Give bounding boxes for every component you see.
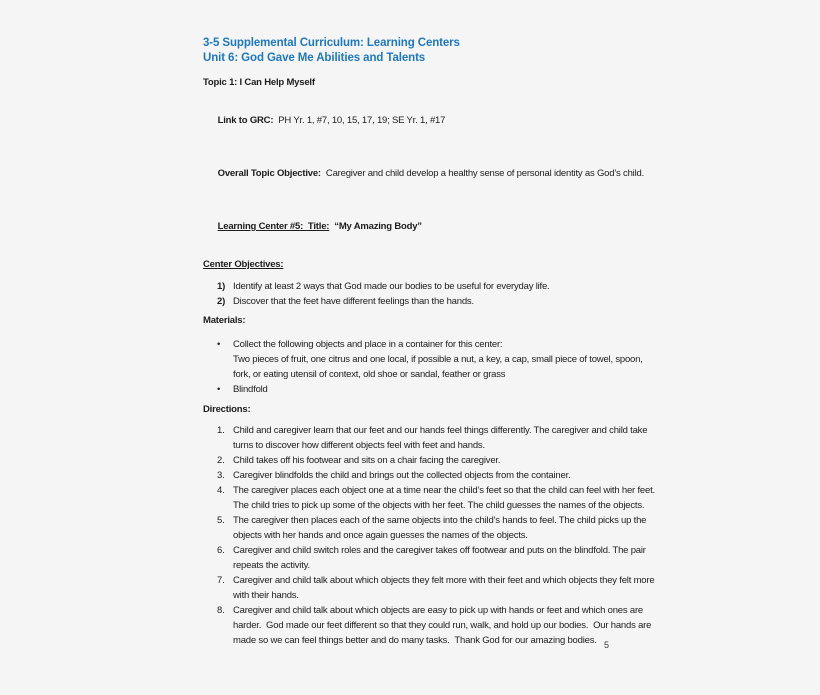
center-objectives-heading: Center Objectives: (203, 259, 284, 270)
learning-center-line (203, 204, 658, 249)
materials-list (203, 337, 658, 397)
direction-number: 3. (217, 470, 225, 481)
grc-link-value: PH Yr. 1, #7, 10, 15, 17, 19; SE Yr. 1, #17 (278, 115, 446, 126)
objective-marker: 2) (217, 296, 226, 307)
overall-objective-value: Caregiver and child develop a healthy sense of personal identity as God’s child. (325, 168, 645, 179)
topic-heading: Topic 1: I Can Help Myself (203, 77, 315, 88)
direction-text: Caregiver and child talk about which objects are easy to pick up with hands or feet and which ones are harder. God made our feet different so that they could run, walk, and hold up our bodies. Our hands are made so we can feel things better and do many tasks. Thank God for our amazing bodies. (233, 605, 654, 646)
material-text-line1: Collect the following objects and place in a container for this center: (233, 339, 503, 350)
direction-number: 1. (217, 425, 225, 436)
direction-number: 7. (217, 575, 225, 586)
center-objectives-list (203, 279, 658, 309)
objective-marker: 1) (217, 281, 226, 292)
objective-text: Identify at least 2 ways that God made our bodies to be useful for everyday life. (233, 281, 550, 292)
direction-text: Child takes off his footwear and sits on a chair facing the caregiver. (233, 455, 501, 466)
direction-text: Caregiver blindfolds the child and brings out the collected objects from the container. (233, 470, 571, 481)
curriculum-title: 3-5 Supplemental Curriculum: Learning Centers (203, 37, 460, 49)
direction-number: 4. (217, 485, 225, 496)
materials-heading: Materials: (203, 315, 246, 326)
direction-step (203, 543, 658, 573)
direction-number: 6. (217, 545, 225, 556)
grc-link-line (203, 98, 658, 143)
material-item (203, 337, 658, 382)
direction-step (203, 483, 658, 513)
document-content (203, 36, 658, 648)
direction-text: Child and caregiver learn that our feet and our hands feel things differently. The caregiver and child take turns to discover how different objects feel with feet and hands. (233, 425, 650, 451)
bullet-icon: • (217, 384, 221, 395)
direction-text: The caregiver then places each of the same objects into the child’s hands to feel. The child picks up the objects with her hands and once again guesses the names of the objects. (233, 515, 649, 541)
grc-link-label: Link to GRC: (217, 115, 274, 126)
learning-center-title: “My Amazing Body” (334, 221, 422, 232)
unit-title: Unit 6: God Gave Me Abilities and Talents (203, 51, 426, 64)
overall-objective-line (203, 151, 658, 196)
direction-step (203, 603, 658, 648)
direction-step (203, 573, 658, 603)
direction-step (203, 468, 658, 483)
directions-list (203, 423, 658, 648)
direction-text: The caregiver places each object one at a time near the child’s feet so that the child can feel with her feet. The child tries to pick up some of the objects with her feet. The child guesses the names of the objects. (233, 485, 658, 511)
material-item (203, 382, 658, 397)
bullet-icon: • (217, 339, 221, 350)
direction-step (203, 453, 658, 468)
directions-heading: Directions: (203, 404, 251, 415)
material-text (233, 337, 658, 382)
direction-number: 2. (217, 455, 225, 466)
page-number: 5 (604, 640, 610, 650)
objective-item (203, 279, 658, 294)
objective-item (203, 294, 658, 309)
material-text-line2: Two pieces of fruit, one citrus and one local, if possible a nut, a key, a cap, small piece of towel, spoon, fork, or eating utensil of context, old shoe or sandal, feather or grass (233, 354, 646, 380)
material-text: Blindfold (233, 384, 268, 395)
direction-step (203, 513, 658, 543)
document-header (203, 36, 658, 65)
overall-objective-label: Overall Topic Objective: (217, 168, 321, 179)
direction-text: Caregiver and child talk about which objects they felt more with their feet and which objects they felt more with their hands. (233, 575, 657, 601)
objective-text: Discover that the feet have different feelings than the hands. (233, 296, 474, 307)
direction-number: 8. (217, 605, 225, 616)
direction-number: 5. (217, 515, 225, 526)
direction-text: Caregiver and child switch roles and the caregiver takes off footwear and puts on the blindfold. The pair repeats the activity. (233, 545, 649, 571)
direction-step (203, 423, 658, 453)
learning-center-label: Learning Center #5: Title: (217, 221, 330, 232)
